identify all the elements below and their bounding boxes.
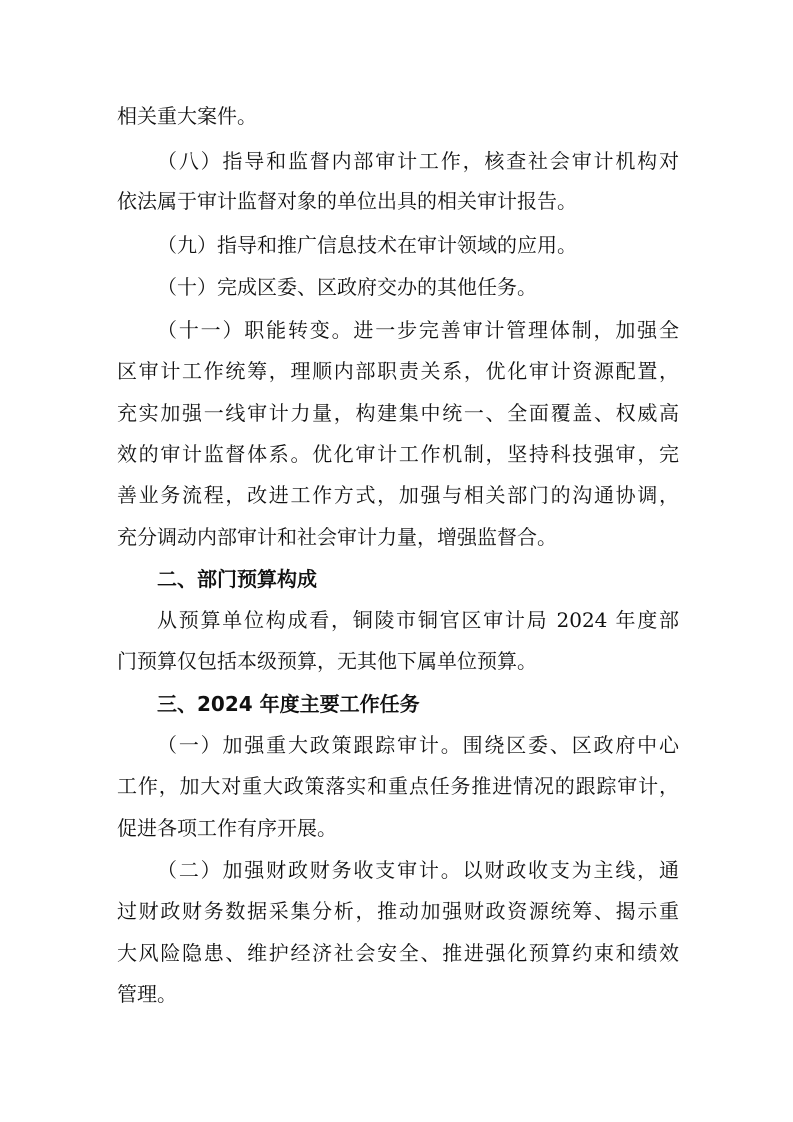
text-line: 管理。 — [117, 982, 177, 1006]
text-line: （一）加强重大政策跟踪审计。围绕区委、区政府中心 — [157, 733, 679, 757]
text-line: （八）指导和监督内部审计工作，核查社会审计机构对 — [157, 149, 679, 173]
text-line: 善业务流程，改进工作方式，加强与相关部门的沟通协调， — [117, 483, 679, 507]
text-line: （十一）职能转变。进一步完善审计管理体制，加强全 — [157, 318, 679, 342]
text-line: 充实加强一线审计力量，构建集中统一、全面覆盖、权威高 — [117, 401, 679, 425]
text-line: 效的审计监督体系。优化审计工作机制，坚持科技强审，完 — [117, 442, 679, 466]
text-line: 门预算仅包括本级预算，无其他下属单位预算。 — [117, 649, 537, 673]
text-line: 大风险隐患、维护经济社会安全、推进强化预算约束和绩效 — [117, 941, 679, 965]
text-line: （二）加强财政财务收支审计。以财政收支为主线，通 — [157, 858, 679, 882]
section-heading: 三、2024 年度主要工作任务 — [157, 692, 420, 716]
text-line: （九）指导和推广信息技术在审计领域的应用。 — [157, 233, 577, 257]
text-line: 促进各项工作有序开展。 — [117, 816, 337, 840]
text-line: 区审计工作统筹，理顺内部职责关系，优化审计资源配置， — [117, 359, 679, 383]
section-heading: 二、部门预算构成 — [157, 567, 317, 591]
text-line: （十）完成区委、区政府交办的其他任务。 — [157, 275, 537, 299]
text-line: 过财政财务数据采集分析，推动加强财政资源统筹、揭示重 — [117, 899, 679, 923]
text-line: 工作，加大对重大政策落实和重点任务推进情况的跟踪审计， — [117, 774, 679, 798]
text-line: 从预算单位构成看，铜陵市铜官区审计局 2024 年度部 — [157, 608, 679, 632]
text-line: 充分调动内部审计和社会审计力量，增强监督合。 — [117, 525, 557, 549]
text-line: 相关重大案件。 — [117, 104, 257, 128]
text-line: 依法属于审计监督对象的单位出具的相关审计报告。 — [117, 189, 577, 213]
